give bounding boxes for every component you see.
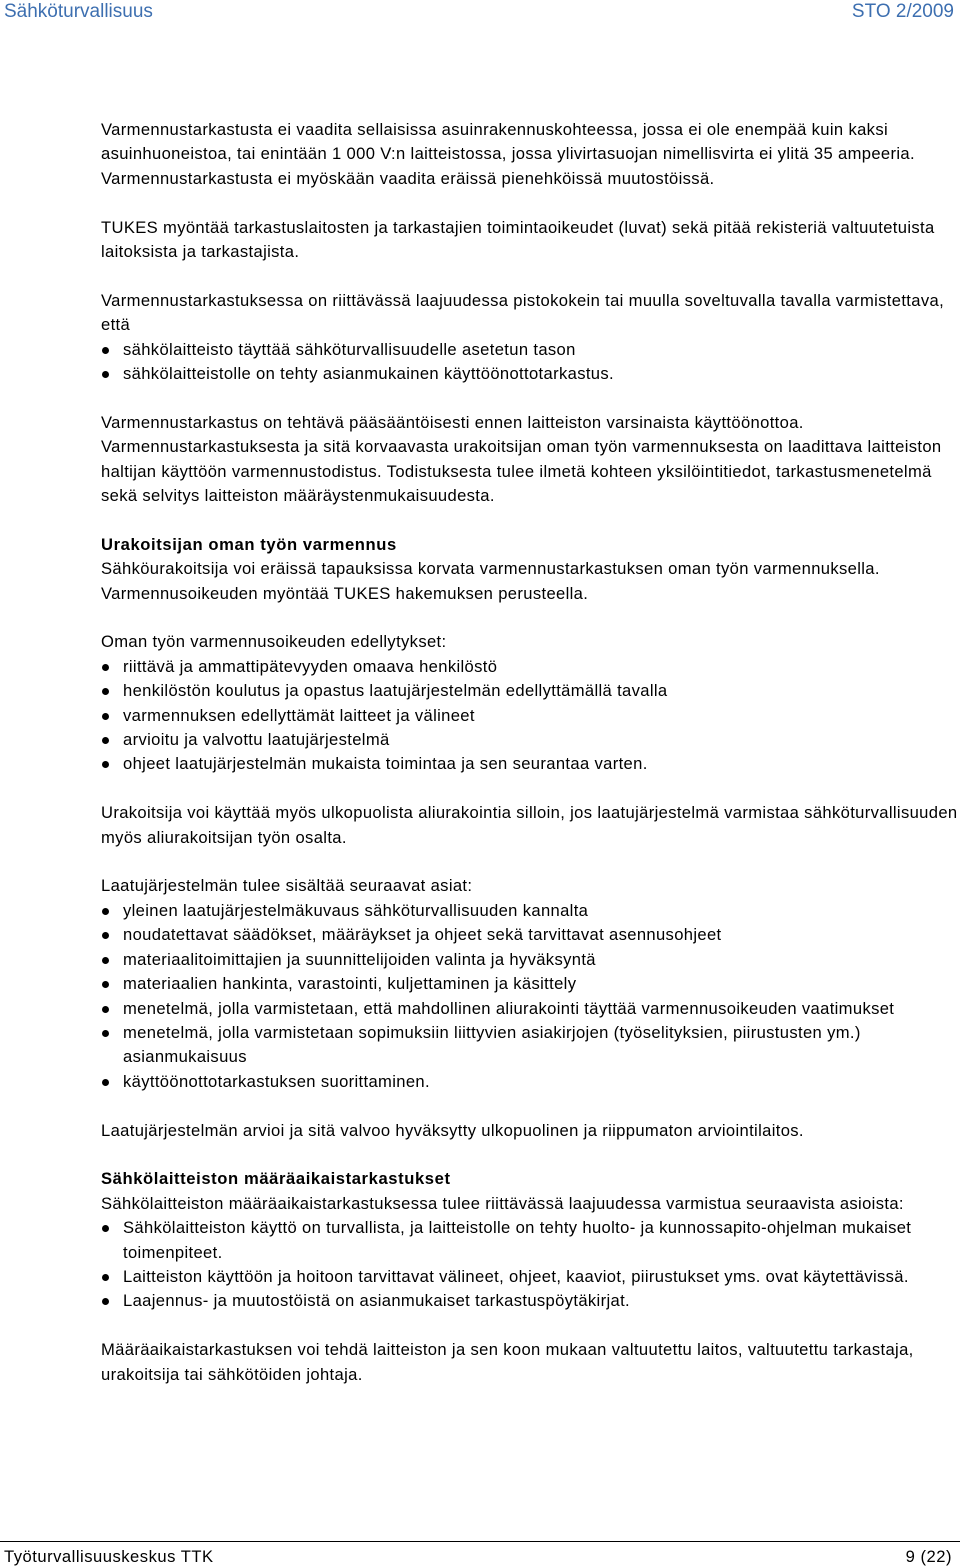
bullet-icon (102, 761, 109, 768)
page-header (0, 0, 960, 28)
paragraph-periodic-lead: Sähkölaitteiston määräaikaistarkastuksessa tulee riittävässä laajuudessa varmistua seuraavista asioista: (101, 1193, 904, 1213)
list-item (101, 948, 959, 972)
list-item (101, 1265, 959, 1289)
bullet-icon (102, 713, 109, 720)
list-item-text: Sähkölaitteiston käyttö on turvallista, ja laitteistolle on tehty huolto- ja kunnossapito-ohjelman mukaiset toimenpiteet. (123, 1218, 912, 1262)
section-heading-periodic-inspections: Sähkölaitteiston määräaikaistarkastukset (101, 1169, 451, 1189)
bullet-icon (102, 1030, 109, 1037)
paragraph-subcontracting: Urakoitsija voi käyttää myös ulkopuolista aliurakointia silloin, jos laatujärjestelmä varmistaa sähköturvallisuuden myös aliurakoitsijan työn osalta. (101, 803, 958, 847)
bullet-icon (102, 688, 109, 695)
list-item (101, 338, 959, 362)
paragraph-periodic-inspector: Määräaikaistarkastuksen voi tehdä laitteiston ja sen koon mukaan valtuutettu laitos, valtuutettu tarkastaja, urakoitsija tai sähkötöiden johtaja. (101, 1340, 914, 1384)
bullet-icon (102, 664, 109, 671)
list-verification-requirements (101, 338, 959, 387)
bullet-icon (102, 1079, 109, 1086)
list-item-text: arvioitu ja valvottu laatujärjestelmä (123, 730, 390, 750)
list-item (101, 972, 959, 996)
footer-organization: Työturvallisuuskeskus TTK (4, 1547, 214, 1566)
footer-page-number: 9 (22) (905, 1547, 952, 1566)
list-item-text: käyttöönottotarkastuksen suorittaminen. (123, 1071, 430, 1091)
bullet-icon (102, 371, 109, 378)
list-item (101, 752, 959, 776)
list-item-text: materiaalitoimittajien ja suunnittelijoiden valinta ja hyväksyntä (123, 949, 596, 969)
bullet-icon (102, 908, 109, 915)
paragraph-contractor-verification: Sähköurakoitsija voi eräissä tapauksissa korvata varmennustarkastuksen oman työn varmennuksella. Varmennusoikeuden myöntää TUKES hakemuksen perusteella. (101, 559, 880, 603)
bullet-icon (102, 737, 109, 744)
list-item (101, 728, 959, 752)
header-document-title: Sähköturvallisuus (4, 1, 153, 22)
page-content (101, 118, 959, 1411)
bullet-icon (102, 1274, 109, 1281)
page-footer (0, 1541, 960, 1568)
paragraph-verification-timing: Varmennustarkastus on tehtävä pääsääntöisesti ennen laitteiston varsinaista käyttöönottoa. Varmennustarkastuksesta ja sitä korvaavasta urakoitsijan oman työn varmennuksesta on laadittava laitteiston haltijan käyttöön varmennustodistus. Todistuksesta tulee ilmetä kohteen yksilöintitiedot, tarkastusmenetelmä sekä selvitys laitteiston määräystenmukaisuudesta. (101, 412, 942, 506)
bullet-icon (102, 1225, 109, 1232)
section-heading-contractor-verification: Urakoitsijan oman työn varmennus (101, 534, 397, 554)
list-item (101, 997, 959, 1021)
list-item (101, 1021, 959, 1070)
list-item-text: sähkölaitteisto täyttää sähköturvallisuudelle asetetun tason (123, 339, 576, 359)
list-item (101, 362, 959, 386)
paragraph-quality-assessment: Laatujärjestelmän arvioi ja sitä valvoo hyväksytty ulkopuolinen ja riippumaton arviointilaitos. (101, 1120, 804, 1140)
list-item (101, 1070, 959, 1094)
list-periodic-inspection-items (101, 1216, 959, 1314)
list-item-text: varmennuksen edellyttämät laitteet ja välineet (123, 705, 475, 725)
bullet-icon (102, 981, 109, 988)
footer-divider (0, 1541, 960, 1542)
list-item-text: Laajennus- ja muutostöistä on asianmukaiset tarkastuspöytäkirjat. (123, 1291, 630, 1311)
list-verification-prerequisites (101, 655, 959, 777)
paragraph-quality-system-lead: Laatujärjestelmän tulee sisältää seuraavat asiat: (101, 876, 473, 896)
list-item-text: riittävä ja ammattipätevyyden omaava henkilöstö (123, 656, 498, 676)
paragraph-exemptions: Varmennustarkastusta ei vaadita sellaisissa asuinrakennuskohteessa, jossa ei ole enempää kuin kaksi asuinhuoneistoa, tai enintään 1 000 V:n laitteistossa, jossa ylivirtasuojan nimellisvirta ei ylitä 35 ampeeria. Varmennustarkastusta ei myöskään vaadita eräissä pienehköissä muutostöissä. (101, 120, 915, 188)
list-item-text: menetelmä, jolla varmistetaan sopimuksiin liittyvien asiakirjojen (työselityksien, piirustusten ym.) asianmukaisuus (123, 1022, 861, 1067)
list-item (101, 923, 959, 947)
list-item-text: materiaalien hankinta, varastointi, kuljettaminen ja käsittely (123, 974, 577, 994)
paragraph-verification-lead: Varmennustarkastuksessa on riittävässä laajuudessa pistokokein tai muulla soveltuvalla tavalla varmistettava, että (101, 290, 945, 335)
list-item-text: Laitteiston käyttöön ja hoitoon tarvittavat välineet, ohjeet, kaaviot, piirustukset yms. ovat käytettävissä. (123, 1266, 909, 1286)
list-item (101, 655, 959, 679)
list-item (101, 679, 959, 703)
header-document-number: STO 2/2009 (851, 1, 954, 22)
bullet-icon (102, 347, 109, 354)
bullet-icon (102, 932, 109, 939)
bullet-icon (102, 957, 109, 964)
list-item (101, 704, 959, 728)
bullet-icon (102, 1298, 109, 1305)
list-item-text: noudatettavat säädökset, määräykset ja ohjeet sekä tarvittavat asennusohjeet (123, 925, 722, 945)
bullet-icon (102, 1006, 109, 1013)
list-item (101, 1289, 959, 1313)
paragraph-requirements-lead: Oman työn varmennusoikeuden edellytykset: (101, 632, 447, 652)
list-item-text: yleinen laatujärjestelmäkuvaus sähköturvallisuuden kannalta (123, 900, 589, 920)
list-quality-system-contents (101, 899, 959, 1094)
list-item-text: ohjeet laatujärjestelmän mukaista toimintaa ja sen seurantaa varten. (123, 754, 648, 774)
list-item-text: menetelmä, jolla varmistetaan, että mahdollinen aliurakointi täyttää varmennusoikeuden vaatimukset (123, 998, 895, 1018)
list-item (101, 1216, 959, 1265)
list-item-text: sähkölaitteistolle on tehty asianmukainen käyttöönottotarkastus. (123, 364, 614, 384)
paragraph-tukes-licenses: TUKES myöntää tarkastuslaitosten ja tarkastajien toimintaoikeudet (luvat) sekä pitää rekisteriä valtuutetuista laitoksista ja tarkastajista. (101, 217, 935, 262)
list-item-text: henkilöstön koulutus ja opastus laatujärjestelmän edellyttämällä tavalla (123, 681, 668, 701)
list-item (101, 899, 959, 923)
